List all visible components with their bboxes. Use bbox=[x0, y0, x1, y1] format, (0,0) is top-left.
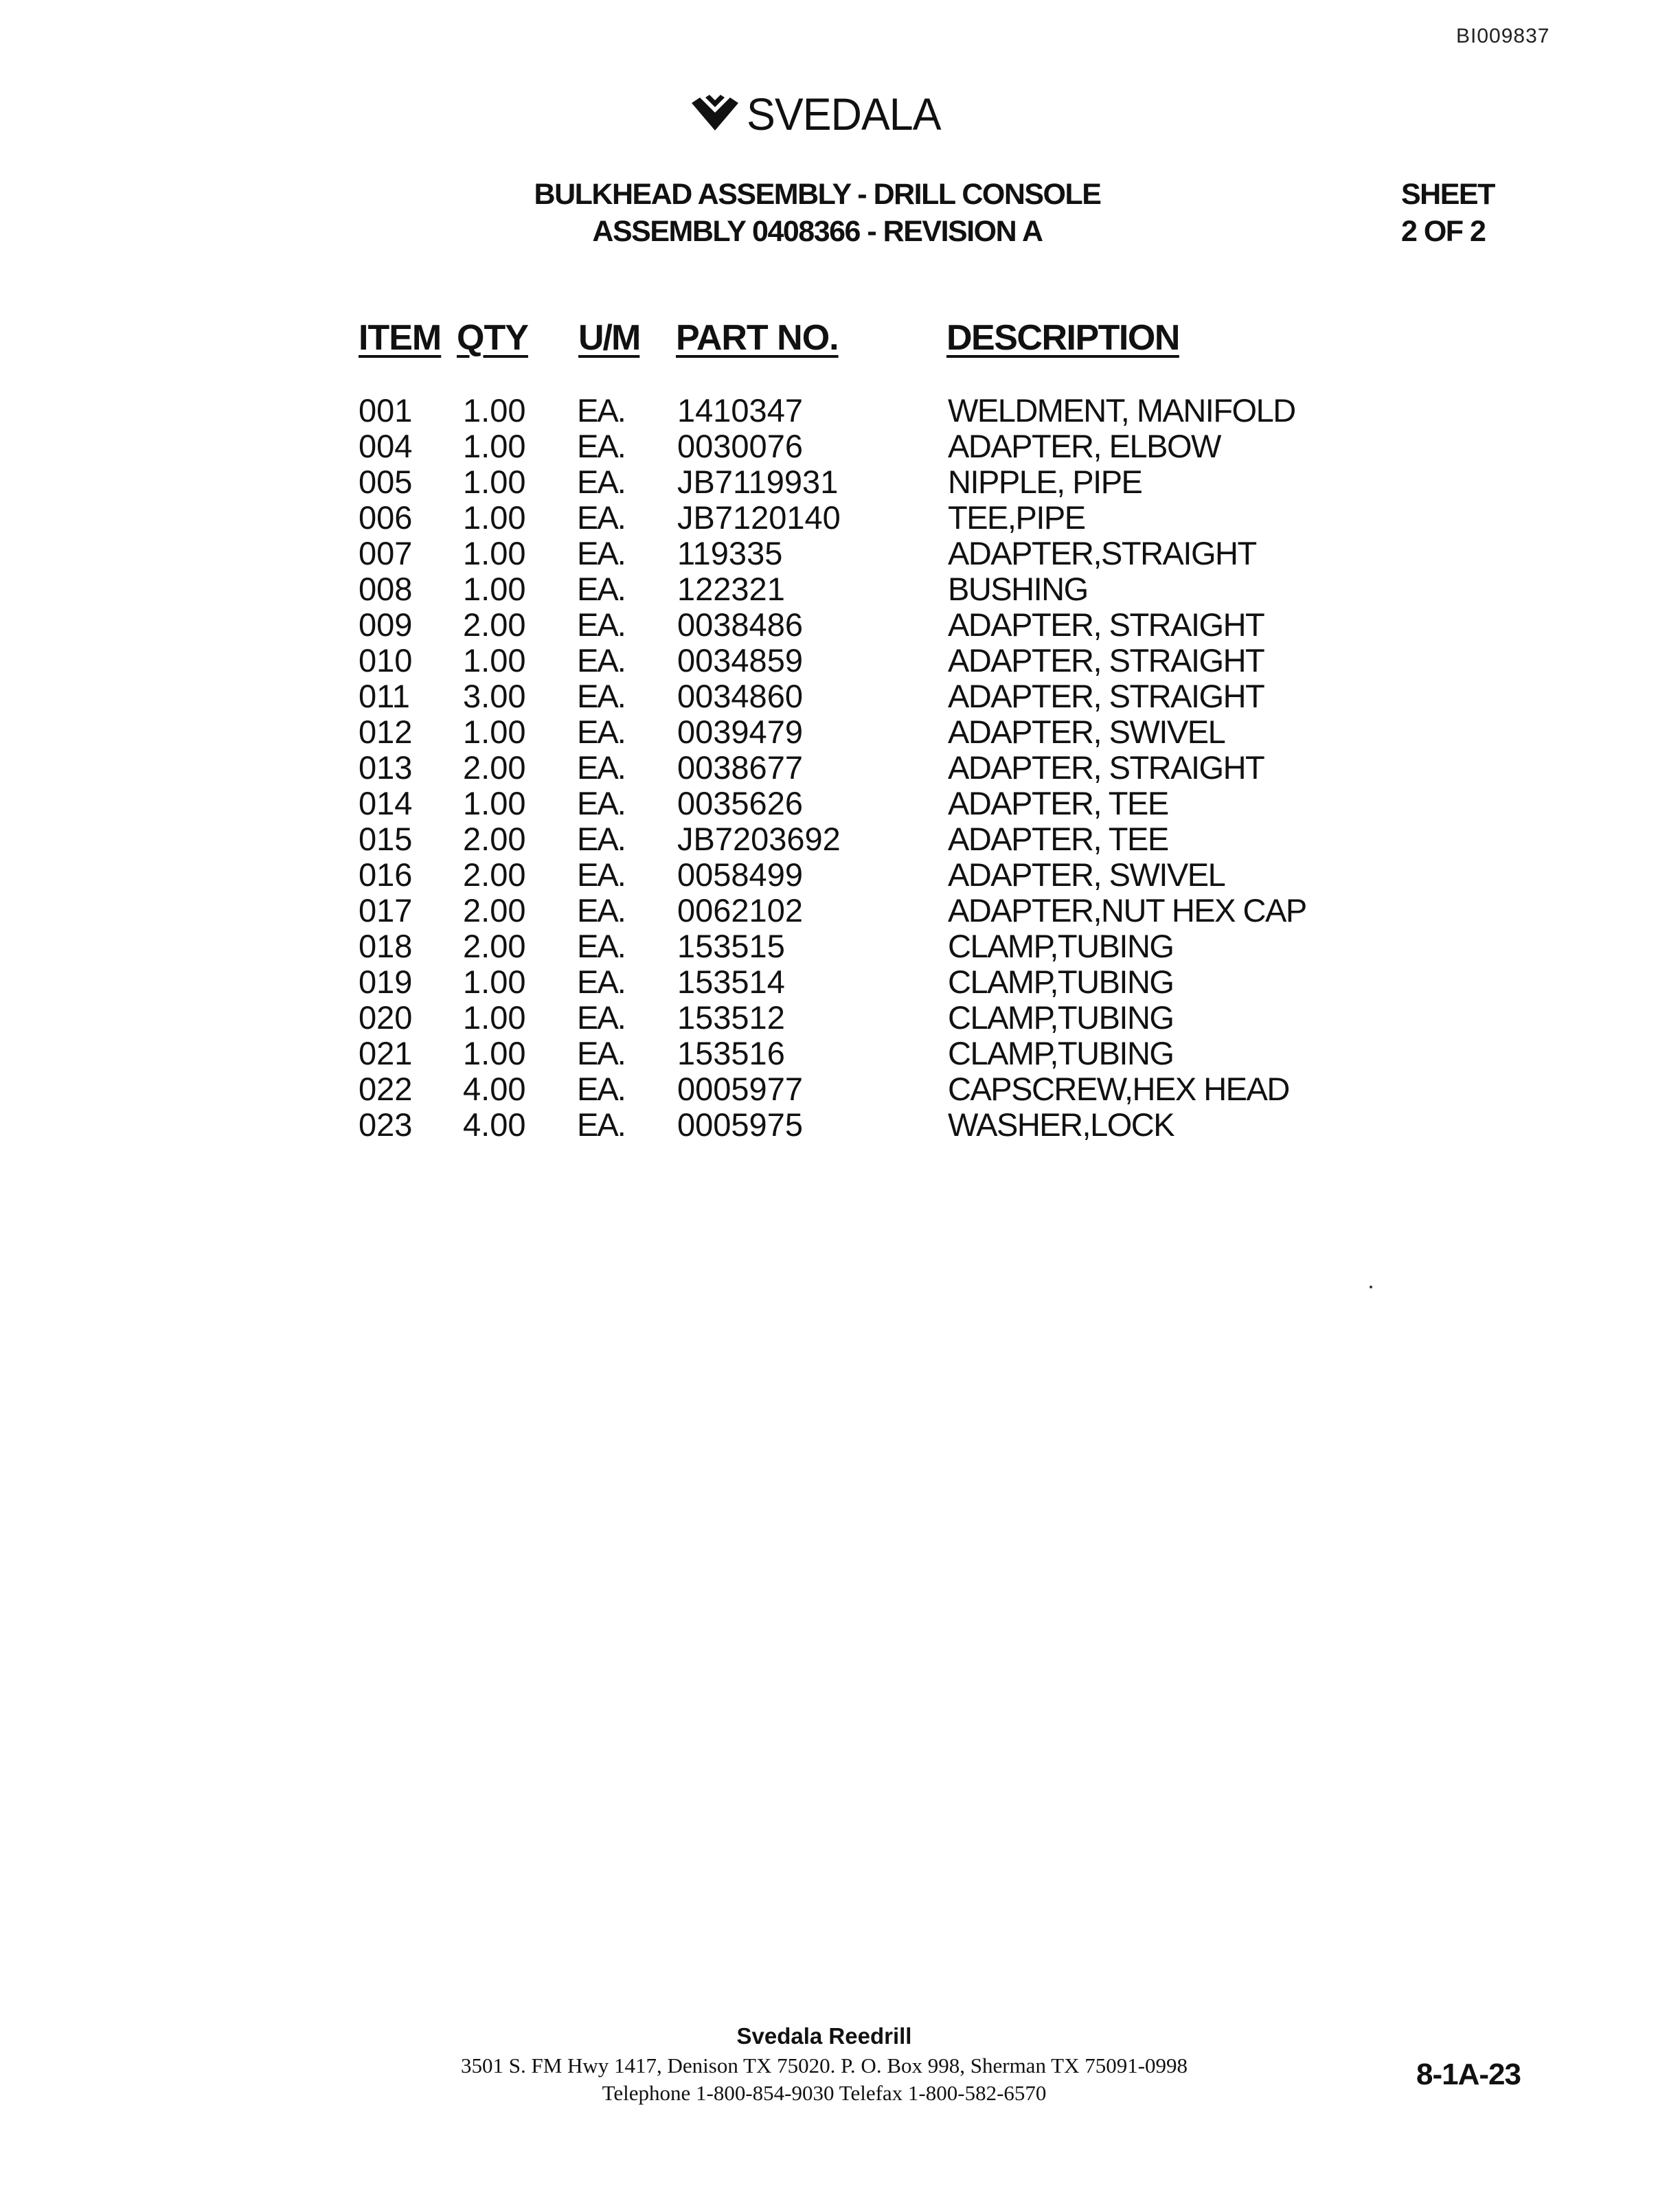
cell-description: ADAPTER, STRAIGHT bbox=[948, 749, 1264, 786]
cell-qty: 1.00 bbox=[463, 1035, 526, 1071]
table-row bbox=[359, 500, 1320, 536]
cell-um: EA. bbox=[577, 749, 625, 786]
cell-qty: 1.00 bbox=[463, 535, 526, 571]
cell-part-no: 0039479 bbox=[677, 714, 803, 750]
cell-description: CLAMP,TUBING bbox=[948, 964, 1174, 1000]
cell-item: 015 bbox=[359, 821, 413, 857]
cell-description: CLAMP,TUBING bbox=[948, 1035, 1174, 1071]
cell-qty: 1.00 bbox=[463, 964, 526, 1000]
cell-part-no: JB7120140 bbox=[677, 499, 841, 536]
table-row bbox=[359, 643, 1320, 679]
header-um: U/M bbox=[578, 318, 640, 358]
cell-qty: 1.00 bbox=[463, 428, 526, 464]
cell-qty: 1.00 bbox=[463, 571, 526, 607]
cell-description: ADAPTER, TEE bbox=[948, 785, 1168, 821]
cell-qty: 3.00 bbox=[463, 678, 526, 714]
cell-description: ADAPTER, STRAIGHT bbox=[948, 642, 1264, 679]
cell-item: 001 bbox=[359, 392, 413, 429]
cell-item: 018 bbox=[359, 928, 413, 964]
cell-part-no: 119335 bbox=[677, 535, 783, 571]
table-row bbox=[359, 786, 1320, 821]
title-line-2: ASSEMBLY 0408366 - REVISION A bbox=[592, 215, 1043, 248]
scan-speck bbox=[1370, 1286, 1372, 1288]
cell-qty: 1.00 bbox=[463, 392, 526, 429]
cell-um: EA. bbox=[577, 1106, 625, 1143]
cell-description: ADAPTER,NUT HEX CAP bbox=[948, 892, 1306, 929]
cell-part-no: 0005975 bbox=[677, 1106, 803, 1143]
cell-part-no: 0058499 bbox=[677, 856, 803, 893]
cell-item: 006 bbox=[359, 499, 413, 536]
cell-item: 009 bbox=[359, 606, 413, 643]
table-row bbox=[359, 964, 1320, 1000]
cell-item: 012 bbox=[359, 714, 413, 750]
table-row bbox=[359, 750, 1320, 786]
cell-part-no: 0030076 bbox=[677, 428, 803, 464]
cell-um: EA. bbox=[577, 535, 625, 571]
cell-item: 008 bbox=[359, 571, 413, 607]
cell-part-no: 1410347 bbox=[677, 392, 803, 429]
table-row bbox=[359, 464, 1320, 500]
cell-qty: 1.00 bbox=[463, 999, 526, 1036]
cell-part-no: 0034860 bbox=[677, 678, 803, 714]
cell-part-no: 122321 bbox=[677, 571, 785, 607]
cell-qty: 2.00 bbox=[463, 892, 526, 929]
cell-item: 013 bbox=[359, 749, 413, 786]
document-id: BI009837 bbox=[1456, 25, 1550, 47]
cell-qty: 4.00 bbox=[463, 1071, 526, 1107]
brand-name: SVEDALA bbox=[747, 89, 941, 139]
cell-part-no: JB7119931 bbox=[677, 464, 839, 500]
cell-item: 021 bbox=[359, 1035, 413, 1071]
cell-part-no: 153514 bbox=[677, 964, 785, 1000]
cell-part-no: 0034859 bbox=[677, 642, 803, 679]
brand-logo bbox=[690, 87, 951, 141]
cell-um: EA. bbox=[577, 678, 625, 714]
cell-part-no: 0005977 bbox=[677, 1071, 803, 1107]
cell-item: 007 bbox=[359, 535, 413, 571]
title-line-1: BULKHEAD ASSEMBLY - DRILL CONSOLE bbox=[534, 178, 1101, 211]
cell-um: EA. bbox=[577, 821, 625, 857]
header-item: ITEM bbox=[359, 318, 442, 358]
cell-qty: 2.00 bbox=[463, 928, 526, 964]
cell-description: ADAPTER, STRAIGHT bbox=[948, 678, 1264, 714]
cell-item: 014 bbox=[359, 785, 413, 821]
cell-description: WASHER,LOCK bbox=[948, 1106, 1174, 1143]
cell-item: 010 bbox=[359, 642, 413, 679]
sheet-value: 2 OF 2 bbox=[1401, 215, 1486, 248]
cell-um: EA. bbox=[577, 392, 625, 429]
cell-item: 019 bbox=[359, 964, 413, 1000]
cell-description: ADAPTER,STRAIGHT bbox=[948, 535, 1256, 571]
cell-item: 022 bbox=[359, 1071, 413, 1107]
cell-um: EA. bbox=[577, 499, 625, 536]
cell-um: EA. bbox=[577, 714, 625, 750]
cell-item: 005 bbox=[359, 464, 413, 500]
sheet-indicator bbox=[1401, 176, 1495, 250]
footer-company: Svedala Reedrill bbox=[736, 2023, 912, 2049]
parts-table bbox=[359, 317, 1320, 1143]
table-row bbox=[359, 821, 1320, 857]
table-row bbox=[359, 571, 1320, 607]
table-header bbox=[359, 317, 1320, 393]
sheet-label: SHEET bbox=[1401, 178, 1495, 211]
cell-description: ADAPTER, SWIVEL bbox=[948, 856, 1225, 893]
table-row bbox=[359, 893, 1320, 929]
cell-description: ADAPTER, TEE bbox=[948, 821, 1168, 857]
cell-um: EA. bbox=[577, 571, 625, 607]
cell-part-no: 153512 bbox=[677, 999, 785, 1036]
footer-phone: Telephone 1-800-854-9030 Telefax 1-800-582-6570 bbox=[602, 2081, 1047, 2105]
cell-um: EA. bbox=[577, 464, 625, 500]
cell-qty: 1.00 bbox=[463, 499, 526, 536]
page-number: 8-1A-23 bbox=[1416, 2058, 1521, 2091]
cell-item: 011 bbox=[359, 678, 410, 714]
table-row bbox=[359, 1000, 1320, 1036]
cell-description: CAPSCREW,HEX HEAD bbox=[948, 1071, 1289, 1107]
svedala-diamond-logo-icon bbox=[690, 95, 740, 133]
cell-description: CLAMP,TUBING bbox=[948, 928, 1174, 964]
cell-part-no: 0035626 bbox=[677, 785, 803, 821]
cell-um: EA. bbox=[577, 892, 625, 929]
cell-part-no: 0062102 bbox=[677, 892, 803, 929]
cell-description: TEE,PIPE bbox=[948, 499, 1085, 536]
table-row bbox=[359, 679, 1320, 714]
cell-qty: 2.00 bbox=[463, 749, 526, 786]
table-row bbox=[359, 536, 1320, 571]
cell-um: EA. bbox=[577, 606, 625, 643]
cell-qty: 1.00 bbox=[463, 714, 526, 750]
cell-um: EA. bbox=[577, 642, 625, 679]
header-qty: QTY bbox=[457, 318, 528, 358]
table-row bbox=[359, 393, 1320, 429]
cell-qty: 1.00 bbox=[463, 785, 526, 821]
cell-description: WELDMENT, MANIFOLD bbox=[948, 392, 1295, 429]
cell-um: EA. bbox=[577, 1071, 625, 1107]
cell-qty: 2.00 bbox=[463, 856, 526, 893]
cell-qty: 1.00 bbox=[463, 464, 526, 500]
cell-um: EA. bbox=[577, 928, 625, 964]
cell-um: EA. bbox=[577, 964, 625, 1000]
cell-um: EA. bbox=[577, 785, 625, 821]
cell-um: EA. bbox=[577, 1035, 625, 1071]
table-row bbox=[359, 1036, 1320, 1071]
cell-description: ADAPTER, STRAIGHT bbox=[948, 606, 1264, 643]
document-title bbox=[522, 176, 1113, 250]
cell-qty: 1.00 bbox=[463, 642, 526, 679]
cell-um: EA. bbox=[577, 999, 625, 1036]
cell-part-no: 153516 bbox=[677, 1035, 785, 1071]
table-row bbox=[359, 607, 1320, 643]
cell-qty: 2.00 bbox=[463, 821, 526, 857]
cell-part-no: 0038486 bbox=[677, 606, 803, 643]
table-body bbox=[359, 393, 1320, 1143]
table-row bbox=[359, 929, 1320, 964]
table-row bbox=[359, 857, 1320, 893]
cell-item: 016 bbox=[359, 856, 413, 893]
table-row bbox=[359, 1071, 1320, 1107]
cell-qty: 2.00 bbox=[463, 606, 526, 643]
cell-item: 004 bbox=[359, 428, 413, 464]
cell-description: ADAPTER, ELBOW bbox=[948, 428, 1221, 464]
cell-item: 020 bbox=[359, 999, 413, 1036]
cell-description: ADAPTER, SWIVEL bbox=[948, 714, 1225, 750]
cell-part-no: JB7203692 bbox=[677, 821, 841, 857]
table-row bbox=[359, 714, 1320, 750]
footer-address: 3501 S. FM Hwy 1417, Denison TX 75020. P. O. Box 998, Sherman TX 75091-0998 bbox=[460, 2053, 1188, 2077]
cell-part-no: 0038677 bbox=[677, 749, 803, 786]
cell-description: BUSHING bbox=[948, 571, 1088, 607]
cell-um: EA. bbox=[577, 856, 625, 893]
cell-item: 023 bbox=[359, 1106, 413, 1143]
header-part-no: PART NO. bbox=[676, 318, 839, 358]
cell-part-no: 153515 bbox=[677, 928, 785, 964]
table-row bbox=[359, 429, 1320, 464]
table-row bbox=[359, 1107, 1320, 1143]
cell-description: CLAMP,TUBING bbox=[948, 999, 1174, 1036]
cell-um: EA. bbox=[577, 428, 625, 464]
header-description: DESCRIPTION bbox=[946, 318, 1179, 358]
cell-item: 017 bbox=[359, 892, 413, 929]
cell-description: NIPPLE, PIPE bbox=[948, 464, 1142, 500]
cell-qty: 4.00 bbox=[463, 1106, 526, 1143]
